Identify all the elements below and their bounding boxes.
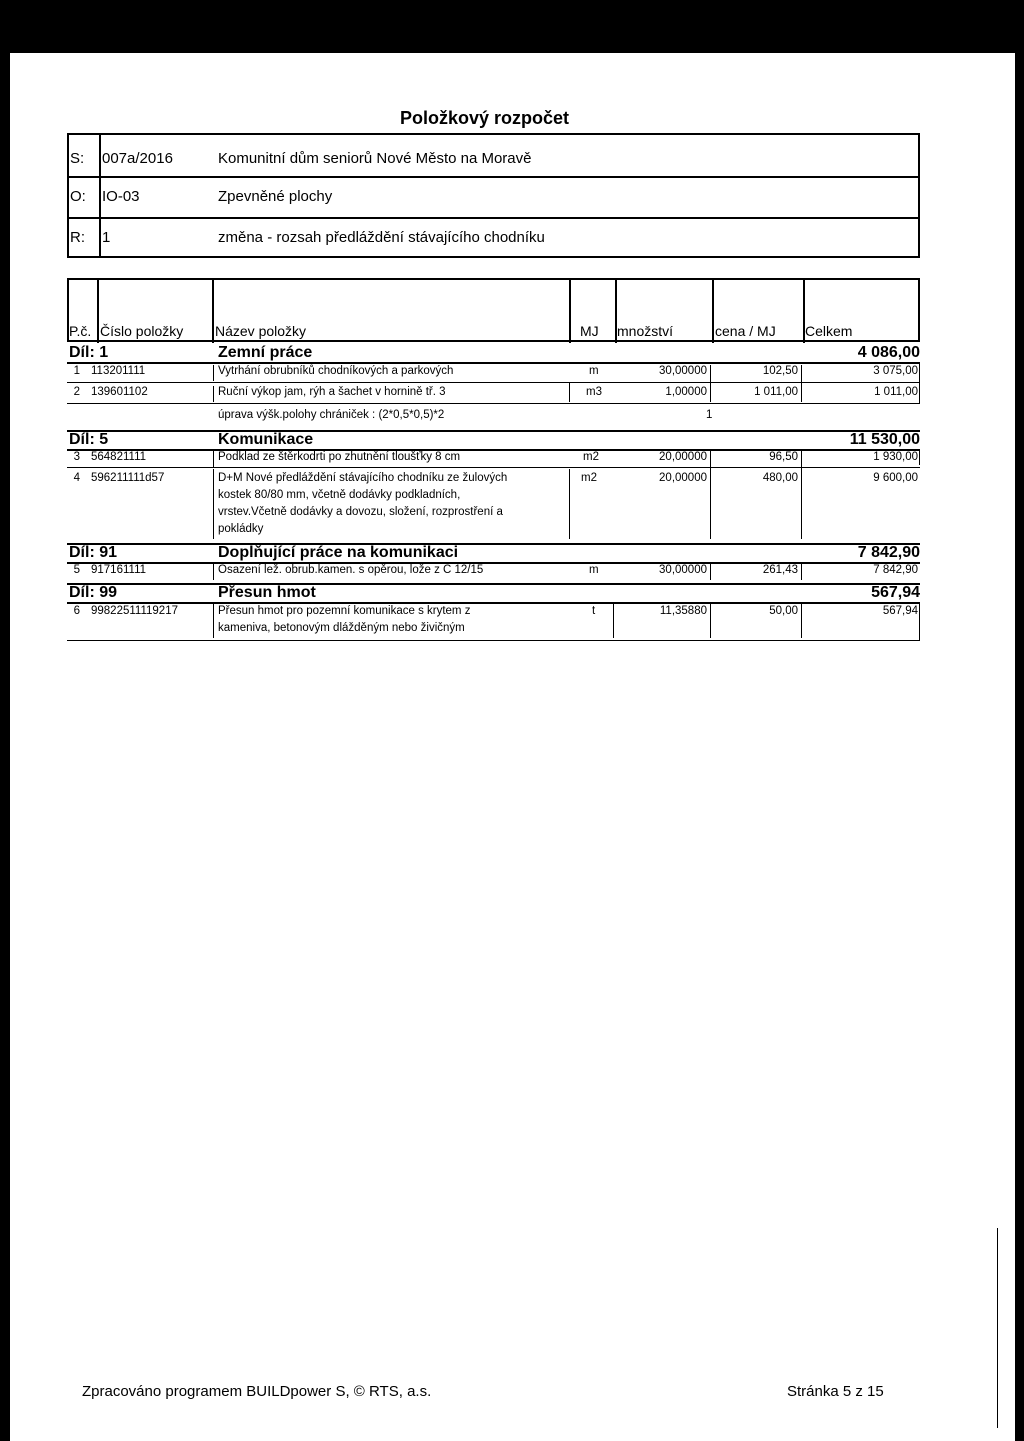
- stavba-code: 007a/2016: [102, 150, 173, 167]
- divider: [801, 365, 802, 402]
- footer-page-number: Stránka 5 z 15: [787, 1383, 884, 1400]
- section-total: 7 842,90: [857, 544, 920, 561]
- item-price: 96,50: [769, 451, 798, 463]
- divider: [919, 362, 920, 403]
- col-pc: P.č.: [69, 323, 92, 339]
- item-qty: 30,00000: [659, 564, 707, 576]
- objekt-name: Zpevněné plochy: [218, 188, 333, 205]
- item-pc: 1: [73, 365, 80, 377]
- divider: [801, 451, 802, 539]
- divider: [69, 217, 918, 219]
- col-name: Název položky: [215, 323, 307, 339]
- divider: [569, 280, 571, 343]
- item-total: 1 930,00: [873, 451, 918, 463]
- footer-program: Zpracováno programem BUILDpower S, © RTS, a.s.: [82, 1383, 432, 1400]
- item-name: Podklad ze štěrkodrti po zhutnění tloušťky 8 cm: [218, 451, 461, 463]
- divider: [919, 602, 920, 640]
- divider: [69, 176, 918, 178]
- divider: [67, 583, 920, 585]
- divider: [67, 340, 920, 342]
- divider: [712, 280, 714, 343]
- stavba-label: S:: [70, 150, 85, 167]
- divider: [613, 604, 614, 638]
- divider: [97, 280, 99, 343]
- item-name: Osazení lež. obrub.kamen. s opěrou, lože z C 12/15: [218, 564, 484, 576]
- col-price: cena / MJ: [715, 323, 776, 339]
- divider: [569, 469, 570, 539]
- item-qty: 1,00000: [665, 386, 707, 398]
- item-code: 99822511119217: [91, 605, 178, 617]
- col-mj: MJ: [580, 323, 599, 339]
- item-name-line: Přesun hmot pro pozemní komunikace s krytem z: [218, 605, 471, 617]
- objekt-code: IO-03: [102, 188, 140, 205]
- item-pc: 5: [73, 564, 80, 576]
- item-qty: 20,00000: [659, 451, 707, 463]
- section-name: Komunikace: [218, 431, 314, 448]
- item-code: 139601102: [91, 386, 148, 398]
- item-note: úprava výšk.polohy chrániček : (2*0,5*0,5)*2: [218, 409, 445, 421]
- divider: [213, 386, 214, 402]
- divider: [710, 604, 711, 638]
- divider: [801, 564, 802, 580]
- item-mj: m: [589, 564, 599, 576]
- item-code: 596211111d57: [91, 472, 165, 484]
- divider: [67, 403, 920, 404]
- section-total: 4 086,00: [857, 344, 920, 361]
- section-label: Díl: 91: [69, 544, 118, 561]
- divider: [67, 467, 920, 468]
- col-qty: množství: [617, 323, 674, 339]
- rozpocet-name: změna - rozsah předláždění stávajícího chodníku: [218, 229, 545, 246]
- divider: [67, 640, 920, 641]
- stavba-name: Komunitní dům seniorů Nové Město na Moravě: [218, 150, 532, 167]
- item-total: 3 075,00: [873, 365, 918, 377]
- item-total: 1 011,00: [874, 386, 918, 398]
- rozpocet-label: R:: [70, 229, 85, 246]
- section-label: Díl: 1: [69, 344, 109, 361]
- item-pc: 2: [73, 386, 80, 398]
- section-name: Přesun hmot: [218, 584, 316, 601]
- divider: [710, 564, 711, 580]
- item-pc: 6: [73, 605, 80, 617]
- item-price: 261,43: [762, 564, 798, 576]
- col-total: Celkem: [805, 323, 853, 339]
- item-total: 9 600,00: [873, 472, 918, 484]
- divider: [213, 469, 214, 539]
- divider: [212, 280, 214, 343]
- divider: [67, 543, 920, 545]
- item-code: 564821111: [91, 451, 147, 463]
- item-mj: m2: [581, 472, 597, 484]
- item-price: 102,50: [762, 365, 798, 377]
- divider: [919, 449, 920, 465]
- item-name-line: D+M Nové předláždění stávajícího chodníku ze žulových: [218, 472, 508, 484]
- section-name: Zemní práce: [218, 344, 313, 361]
- item-pc: 4: [73, 472, 80, 484]
- item-mj: m3: [586, 386, 602, 398]
- item-name: Ruční výkop jam, rýh a šachet v hornině tř. 3: [218, 386, 446, 398]
- item-price: 1 011,00: [754, 386, 798, 398]
- item-qty: 20,00000: [659, 472, 707, 484]
- document-title: Položkový rozpočet: [400, 108, 570, 128]
- item-price: 480,00: [762, 472, 798, 484]
- document-page: [10, 53, 1015, 1441]
- divider: [67, 430, 920, 432]
- section-label: Díl: 5: [69, 431, 109, 448]
- col-code: Číslo položky: [100, 323, 184, 339]
- rozpocet-code: 1: [102, 229, 111, 246]
- item-qty: 11,35880: [659, 605, 707, 617]
- item-code: 113201111: [91, 365, 146, 377]
- divider: [67, 362, 920, 364]
- item-code: 917161111: [91, 564, 147, 576]
- item-mj: m2: [583, 451, 599, 463]
- section-total: 11 530,00: [849, 431, 920, 448]
- divider: [213, 365, 214, 381]
- item-mj: t: [592, 605, 596, 617]
- divider: [801, 604, 802, 638]
- item-qty: 30,00000: [659, 365, 707, 377]
- item-name-line: kostek 80/80 mm, včetně dodávky podkladních,: [218, 489, 461, 501]
- item-total: 7 842,90: [873, 564, 918, 576]
- divider: [569, 382, 570, 402]
- item-name-line: vrstev.Včetně dodávky a dovozu, složení, rozprostření a: [218, 506, 503, 518]
- section-name: Doplňující práce na komunikaci: [218, 544, 459, 561]
- divider: [710, 451, 711, 539]
- item-name-line: pokládky: [218, 523, 264, 535]
- divider: [710, 365, 711, 402]
- column-header-box: [67, 278, 920, 341]
- item-pc: 3: [73, 451, 80, 463]
- divider: [213, 451, 214, 467]
- section-total: 567,94: [871, 584, 920, 601]
- divider: [99, 135, 101, 256]
- divider: [213, 564, 214, 580]
- divider: [213, 604, 214, 638]
- divider: [67, 602, 920, 604]
- item-total: 567,94: [882, 605, 918, 617]
- item-name-line: kameniva, betonovým dlážděným nebo živičným: [218, 622, 465, 634]
- item-price: 50,00: [769, 605, 798, 617]
- margin-line: [997, 1228, 998, 1428]
- item-note-value: 1: [706, 409, 713, 421]
- objekt-label: O:: [70, 188, 86, 205]
- divider: [67, 382, 920, 383]
- item-mj: m: [589, 365, 599, 377]
- section-label: Díl: 99: [69, 584, 118, 601]
- item-name: Vytrhání obrubníků chodníkových a parkových: [218, 365, 454, 377]
